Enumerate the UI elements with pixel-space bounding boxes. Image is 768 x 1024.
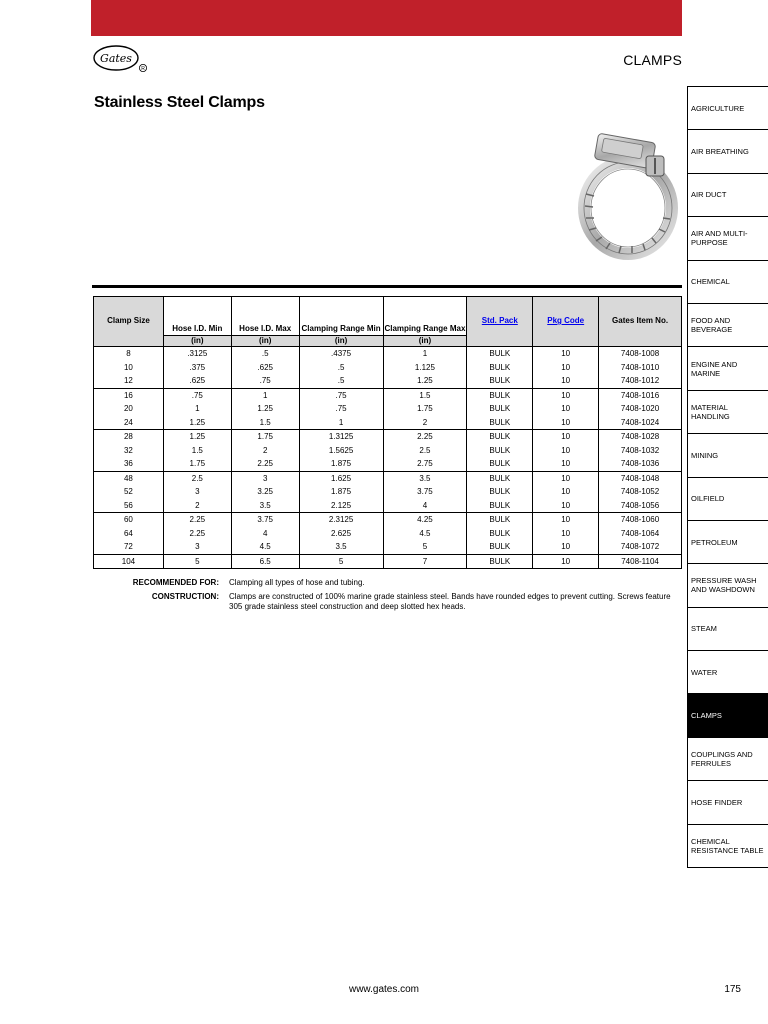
col-header-clamp-range-min: Clamping Range Min: [299, 297, 383, 336]
sidebar-item-food-and-beverage[interactable]: FOOD AND BEVERAGE: [687, 303, 768, 346]
cell-clamp-range-min: .5: [299, 374, 383, 388]
cell-std-pack: BULK: [467, 457, 533, 471]
cell-pkg-code: 10: [533, 416, 599, 430]
cell-std-pack: BULK: [467, 527, 533, 541]
col-header-pkg-code-link[interactable]: Pkg Code: [533, 297, 599, 347]
cell-hose-id-min: .3125: [163, 347, 231, 361]
cell-clamp-range-max: 4.5: [383, 527, 467, 541]
table-row: [94, 499, 682, 513]
cell-hose-id-min: 1.25: [163, 430, 231, 444]
unit-label: (in): [383, 336, 467, 347]
cell-clamp-range-min: 5: [299, 554, 383, 569]
cell-hose-id-min: 2.5: [163, 471, 231, 485]
table-row: [94, 457, 682, 471]
sidebar-item-air-and-multi-purpose[interactable]: AIR AND MULTI-PURPOSE: [687, 216, 768, 259]
cell-item-number: 7408-1048: [599, 471, 682, 485]
sidebar-item-chemical-resistance-table[interactable]: CHEMICAL RESISTANCE TABLE: [687, 824, 768, 867]
table-body: [94, 347, 682, 569]
cell-item-number: 7408-1064: [599, 527, 682, 541]
table-row: [94, 361, 682, 375]
cell-clamp-size: 12: [94, 374, 164, 388]
hose-clamp-image: [574, 128, 682, 260]
cell-clamp-size: 60: [94, 513, 164, 527]
svg-text:R: R: [141, 66, 145, 72]
cell-hose-id-min: .625: [163, 374, 231, 388]
sidebar-item-oilfield[interactable]: OILFIELD: [687, 477, 768, 520]
cell-clamp-size: 28: [94, 430, 164, 444]
cell-clamp-range-max: 4: [383, 499, 467, 513]
cell-clamp-range-min: 1: [299, 416, 383, 430]
unit-label: (in): [299, 336, 383, 347]
cell-clamp-range-max: 3.5: [383, 471, 467, 485]
construction-label: CONSTRUCTION:: [151, 592, 219, 601]
cell-clamp-size: 48: [94, 471, 164, 485]
cell-hose-id-max: 4: [231, 527, 299, 541]
cell-hose-id-max: 3.25: [231, 485, 299, 499]
unit-label: (in): [231, 336, 299, 347]
cell-clamp-range-min: 1.3125: [299, 430, 383, 444]
cell-item-number: 7408-1010: [599, 361, 682, 375]
table-top-rule: [92, 285, 682, 288]
cell-hose-id-min: 1.25: [163, 416, 231, 430]
cell-std-pack: BULK: [467, 444, 533, 458]
cell-std-pack: BULK: [467, 540, 533, 554]
cell-pkg-code: 10: [533, 471, 599, 485]
category-sidebar: [687, 86, 768, 868]
sidebar-item-water[interactable]: WATER: [687, 650, 768, 693]
cell-item-number: 7408-1032: [599, 444, 682, 458]
cell-pkg-code: 10: [533, 374, 599, 388]
cell-item-number: 7408-1060: [599, 513, 682, 527]
sidebar-item-chemical[interactable]: CHEMICAL: [687, 260, 768, 303]
cell-item-number: 7408-1036: [599, 457, 682, 471]
sidebar-item-air-duct[interactable]: AIR DUCT: [687, 173, 768, 216]
sidebar-item-pressure-wash-and-washdown[interactable]: PRESSURE WASH AND WASHDOWN: [687, 563, 768, 606]
clamp-spec-table: [93, 296, 682, 569]
cell-std-pack: BULK: [467, 471, 533, 485]
cell-clamp-range-min: .75: [299, 402, 383, 416]
cell-clamp-size: 36: [94, 457, 164, 471]
cell-item-number: 7408-1072: [599, 540, 682, 554]
cell-std-pack: BULK: [467, 499, 533, 513]
cell-clamp-size: 64: [94, 527, 164, 541]
cell-clamp-range-min: 2.125: [299, 499, 383, 513]
table-header-row: [94, 297, 682, 336]
unit-label: (in): [163, 336, 231, 347]
table-row: [94, 388, 682, 402]
cell-hose-id-max: 4.5: [231, 540, 299, 554]
cell-hose-id-max: 3: [231, 471, 299, 485]
cell-clamp-size: 32: [94, 444, 164, 458]
cell-item-number: 7408-1012: [599, 374, 682, 388]
cell-clamp-range-max: 1.75: [383, 402, 467, 416]
cell-clamp-range-max: 2.75: [383, 457, 467, 471]
cell-hose-id-max: 1.75: [231, 430, 299, 444]
col-header-hose-id-min: Hose I.D. Min: [163, 297, 231, 336]
cell-clamp-size: 10: [94, 361, 164, 375]
section-title: CLAMPS: [623, 52, 682, 68]
cell-pkg-code: 10: [533, 402, 599, 416]
cell-clamp-range-max: 2.5: [383, 444, 467, 458]
table-row: [94, 485, 682, 499]
cell-pkg-code: 10: [533, 499, 599, 513]
cell-clamp-range-min: 3.5: [299, 540, 383, 554]
cell-item-number: 7408-1020: [599, 402, 682, 416]
cell-clamp-range-max: 7: [383, 554, 467, 569]
cell-clamp-size: 20: [94, 402, 164, 416]
table-row: [94, 554, 682, 569]
cell-clamp-range-min: .5: [299, 361, 383, 375]
cell-clamp-size: 72: [94, 540, 164, 554]
col-header-hose-id-max: Hose I.D. Max: [231, 297, 299, 336]
cell-std-pack: BULK: [467, 416, 533, 430]
footer-url[interactable]: www.gates.com: [348, 984, 420, 995]
col-header-gates-item-no: Gates Item No.: [599, 297, 682, 347]
cell-item-number: 7408-1024: [599, 416, 682, 430]
cell-clamp-range-max: 1: [383, 347, 467, 361]
cell-clamp-range-min: .75: [299, 388, 383, 402]
cell-std-pack: BULK: [467, 374, 533, 388]
page-number: 175: [724, 984, 741, 995]
cell-clamp-range-max: 2: [383, 416, 467, 430]
cell-hose-id-min: 2: [163, 499, 231, 513]
cell-clamp-size: 52: [94, 485, 164, 499]
cell-hose-id-min: 1.5: [163, 444, 231, 458]
cell-std-pack: BULK: [467, 485, 533, 499]
cell-clamp-range-max: 1.5: [383, 388, 467, 402]
sidebar-item-hose-finder[interactable]: HOSE FINDER: [687, 780, 768, 823]
cell-hose-id-max: 1.25: [231, 402, 299, 416]
sidebar-item-mining[interactable]: MINING: [687, 433, 768, 476]
cell-hose-id-min: 5: [163, 554, 231, 569]
recommended-text: Clamping all types of hose and tubing.: [229, 578, 365, 587]
cell-item-number: 7408-1028: [599, 430, 682, 444]
notes-section: [93, 578, 683, 616]
cell-pkg-code: 10: [533, 347, 599, 361]
cell-clamp-size: 56: [94, 499, 164, 513]
sidebar-item-engine-and-marine[interactable]: ENGINE AND MARINE: [687, 346, 768, 389]
cell-item-number: 7408-1008: [599, 347, 682, 361]
sidebar-item-clamps[interactable]: CLAMPS: [687, 693, 768, 736]
cell-clamp-range-min: 1.875: [299, 485, 383, 499]
cell-hose-id-max: .625: [231, 361, 299, 375]
cell-std-pack: BULK: [467, 554, 533, 569]
cell-std-pack: BULK: [467, 347, 533, 361]
construction-text: Clamps are constructed of 100% marine grade stainless steel. Bands have rounded edges to prevent cutting. Screws feature 305 grade stainless steel construction and deep slotted hex heads.: [229, 592, 671, 611]
cell-pkg-code: 10: [533, 485, 599, 499]
top-red-bar: [91, 0, 682, 36]
page-title: Stainless Steel Clamps: [94, 94, 265, 111]
cell-std-pack: BULK: [467, 361, 533, 375]
cell-clamp-range-max: 4.25: [383, 513, 467, 527]
cell-clamp-size: 104: [94, 554, 164, 569]
cell-clamp-size: 8: [94, 347, 164, 361]
col-header-clamp-range-max: Clamping Range Max: [383, 297, 467, 336]
cell-clamp-range-min: .4375: [299, 347, 383, 361]
table-row: [94, 416, 682, 430]
cell-clamp-range-min: 1.625: [299, 471, 383, 485]
cell-clamp-size: 16: [94, 388, 164, 402]
table-row: [94, 374, 682, 388]
cell-pkg-code: 10: [533, 513, 599, 527]
col-header-clamp-size: Clamp Size: [94, 297, 164, 347]
table-row: [94, 444, 682, 458]
cell-hose-id-min: 3: [163, 540, 231, 554]
cell-item-number: 7408-1052: [599, 485, 682, 499]
table-row: [94, 540, 682, 554]
cell-hose-id-min: 2.25: [163, 527, 231, 541]
cell-clamp-range-min: 2.625: [299, 527, 383, 541]
cell-item-number: 7408-1016: [599, 388, 682, 402]
cell-hose-id-max: 3.5: [231, 499, 299, 513]
gates-logo: [92, 42, 154, 76]
cell-clamp-range-min: 1.875: [299, 457, 383, 471]
recommended-label: RECOMMENDED FOR:: [132, 578, 219, 587]
cell-clamp-range-max: 2.25: [383, 430, 467, 444]
cell-hose-id-max: 1: [231, 388, 299, 402]
cell-clamp-range-max: 1.25: [383, 374, 467, 388]
cell-hose-id-max: 2: [231, 444, 299, 458]
cell-clamp-range-max: 3.75: [383, 485, 467, 499]
table-row: [94, 527, 682, 541]
cell-hose-id-max: 6.5: [231, 554, 299, 569]
sidebar-item-air-breathing[interactable]: AIR BREATHING: [687, 129, 768, 172]
cell-hose-id-min: 3: [163, 485, 231, 499]
sidebar-item-couplings-and-ferrules[interactable]: COUPLINGS AND FERRULES: [687, 737, 768, 780]
cell-hose-id-max: 3.75: [231, 513, 299, 527]
table-row: [94, 471, 682, 485]
cell-hose-id-min: .375: [163, 361, 231, 375]
cell-hose-id-min: .75: [163, 388, 231, 402]
cell-clamp-size: 24: [94, 416, 164, 430]
table-row: [94, 347, 682, 361]
cell-hose-id-max: 1.5: [231, 416, 299, 430]
construction-note: [93, 592, 683, 612]
cell-clamp-range-max: 5: [383, 540, 467, 554]
cell-pkg-code: 10: [533, 388, 599, 402]
cell-pkg-code: 10: [533, 444, 599, 458]
cell-pkg-code: 10: [533, 554, 599, 569]
cell-hose-id-min: 1: [163, 402, 231, 416]
cell-std-pack: BULK: [467, 430, 533, 444]
sidebar-bottom-rule: [687, 867, 768, 868]
sidebar-item-agriculture[interactable]: AGRICULTURE: [687, 86, 768, 129]
cell-pkg-code: 10: [533, 540, 599, 554]
cell-pkg-code: 10: [533, 527, 599, 541]
cell-clamp-range-min: 2.3125: [299, 513, 383, 527]
cell-item-number: 7408-1056: [599, 499, 682, 513]
col-header-std-pack-link[interactable]: Std. Pack: [467, 297, 533, 347]
svg-text:Gates: Gates: [100, 52, 132, 65]
table-row: [94, 402, 682, 416]
cell-std-pack: BULK: [467, 388, 533, 402]
cell-pkg-code: 10: [533, 361, 599, 375]
sidebar-item-material-handling[interactable]: MATERIAL HANDLING: [687, 390, 768, 433]
cell-pkg-code: 10: [533, 457, 599, 471]
cell-hose-id-max: .5: [231, 347, 299, 361]
cell-item-number: 7408-1104: [599, 554, 682, 569]
table-row: [94, 513, 682, 527]
cell-pkg-code: 10: [533, 430, 599, 444]
cell-clamp-range-min: 1.5625: [299, 444, 383, 458]
cell-hose-id-min: 2.25: [163, 513, 231, 527]
sidebar-item-petroleum[interactable]: PETROLEUM: [687, 520, 768, 563]
cell-clamp-range-max: 1.125: [383, 361, 467, 375]
cell-hose-id-min: 1.75: [163, 457, 231, 471]
cell-std-pack: BULK: [467, 513, 533, 527]
cell-hose-id-max: 2.25: [231, 457, 299, 471]
cell-std-pack: BULK: [467, 402, 533, 416]
sidebar-item-steam[interactable]: STEAM: [687, 607, 768, 650]
recommended-note: [93, 578, 683, 588]
table-row: [94, 430, 682, 444]
cell-hose-id-max: .75: [231, 374, 299, 388]
